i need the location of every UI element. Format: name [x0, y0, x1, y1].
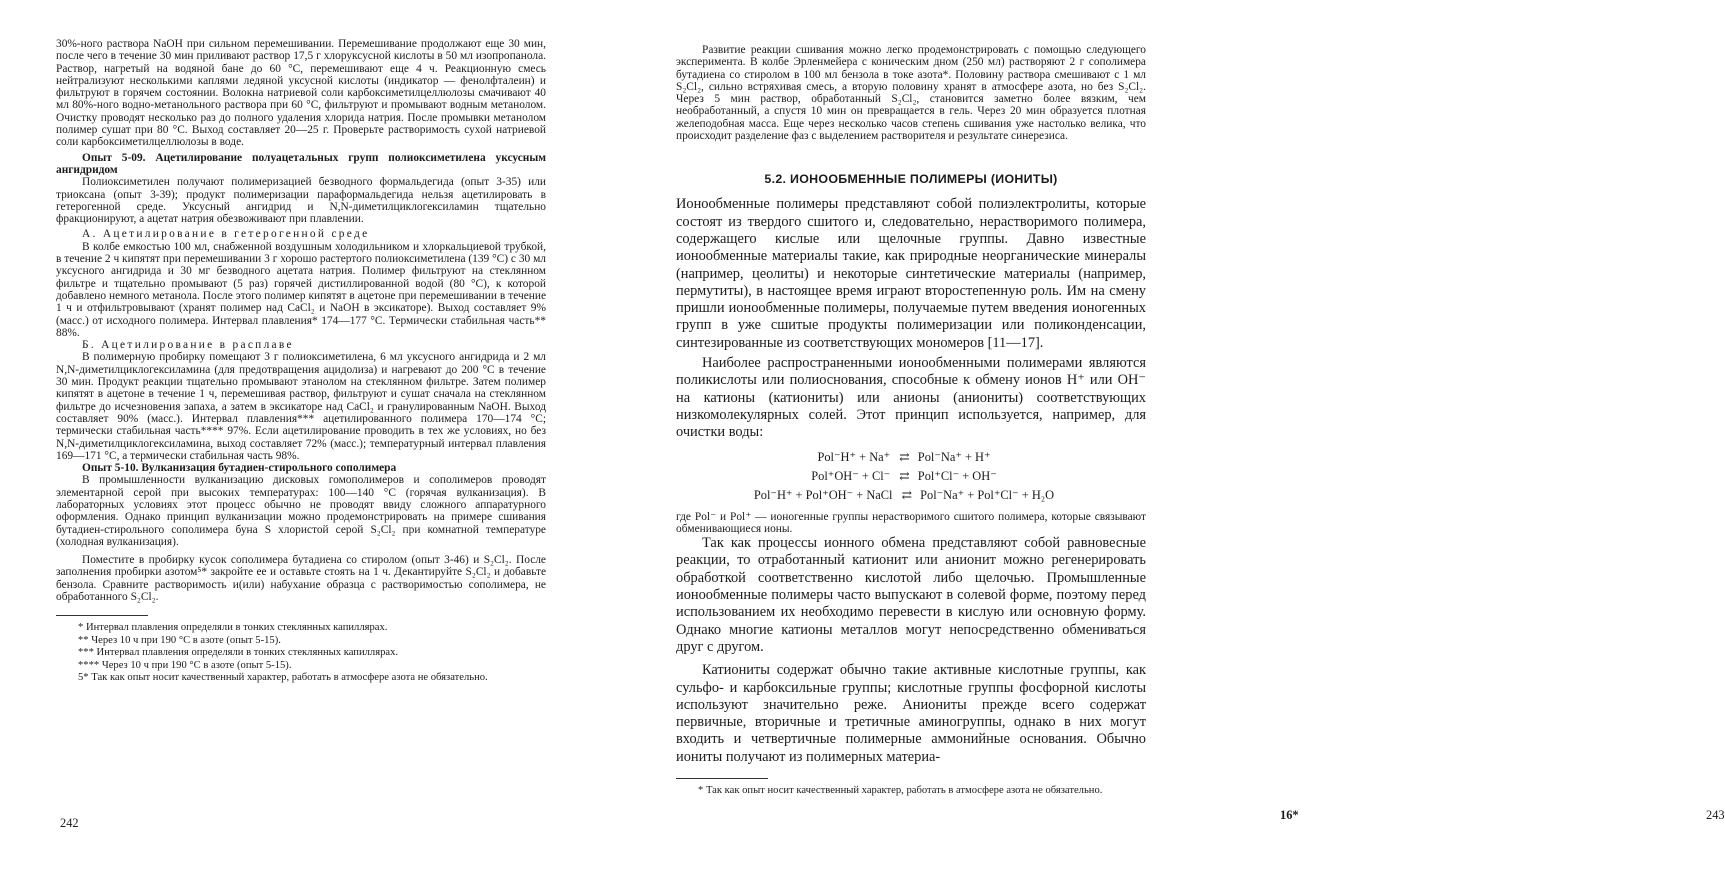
equation-left: Pol⁺OH⁻ + Cl⁻ [811, 468, 891, 483]
paragraph: Катиониты содержат обычно такие активные кислотные группы, как сульфо- и карбоксильные группы; кислотные группы фосфорной кислоты используют значительно реже. Аниониты прежде всего содержат первичные, вторичные и третичные аминогруппы, однако в них могут входить и четвертичные полимерные аммонийные основания. Обычно иониты получают из полимерных материа- [676, 662, 1146, 765]
footnote: ** Через 10 ч при 190 °С в азоте (опыт 5-15). [78, 634, 281, 646]
paragraph: В колбе емкостью 100 мл, снабженной воздушным холодильником и хлоркальциевой трубкой, в течение 2 ч кипятят при перемешивании 3 г хорошо растертого полиоксиметилена (139 °С) с 30 мл уксусного ангидрида и 30 мг безводного ацетата натрия. Полимер фильтруют на стеклянном фильтре и тщательно промывают (5 раз) горячей дистиллированной водой (80 °С), к которой добавлено немного метанола. После этого полимер кипятят в ацетоне при перемешивании в течение 1 ч и отфильтровывают (хранят полимер над CaCl₂ и NaOH в эксикаторе). Выход составляет 9% (масс.) от исходного полимера. Интервал плавления* 174—177 °С. Термически стабильная часть** 88%. [56, 240, 546, 339]
equation [714, 448, 1094, 467]
equation-right: Pol⁻Na⁺ + H⁺ [917, 449, 991, 464]
equations-block [714, 448, 1094, 505]
subsection-title: Б. Ацетилирование в расплаве [82, 339, 294, 352]
equation [714, 467, 1094, 486]
signature-mark: 16* [1280, 808, 1299, 822]
footnote: **** Через 10 ч при 190 °С в азоте (опыт 5-15). [78, 659, 292, 671]
page-number: 243 [1706, 808, 1725, 822]
section-heading: 5.2. ИОНООБМЕННЫЕ ПОЛИМЕРЫ (ИОНИТЫ) [764, 172, 1058, 187]
paragraph: Развитие реакции сшивания можно легко продемонстрировать с помощью следующего эксперимента. В колбе Эрленмейера с коническим дном (250 мл) растворяют 2 г сополимера бутадиена со стиролом в 100 мл бензола в токе азота*. Половину раствора смешивают с 1 мл S₂Cl₂, сильно встряхивая смесь, а вторую половину хранят в атмосфере азота, но без S₂Cl₂. Через 5 мин раствор, обработанный S₂Cl₂, становится заметно более вязким, чем необработанный, а спустя 10 мин он превращается в гель. Через 20 мин образуется плотная желеподобная масса. Еще через несколько часов степень сшивания уже настолько велика, что происходит разделение фаз с выделением растворителя и результате синерезиса. [676, 44, 1146, 143]
page-number: 242 [60, 816, 79, 830]
paragraph: где Pol⁻ и Pol⁺ — ионогенные группы нерастворимого сшитого полимера, которые связывают обменивающиеся ионы. [676, 510, 1146, 535]
equilibrium-arrow-icon: ⇄ [899, 468, 909, 483]
paragraph: В полимерную пробирку помещают 3 г полиоксиметилена, 6 мл уксусного ангидрида и 2 мл N,N-диметилциклогексиламина (для предотвращения ацидолиза) и нагревают до 200 °С в течение 30 мин. Продукт реакции тщательно промывают этанолом на стеклянном фильтре. Затем полимер кипятят в ацетоне в течение 1 ч, перемешивая раствор, фильтруют и сушат сначала на стеклянном фильтре до исчезновения запаха, а затем в эксикаторе над CaCl₂ и гранулированным NaOH. Выход составляет 90% (масс.). Интервал плавления*** ацетилированного полимера 170—174 °С; термически стабильная часть**** 97%. Если ацетилирование проводить в тех же условиях, но без N,N-диметилциклогексиламина, выход составляет 72% (масс.); температурный интервал плавления 169—171 °С, а термически стабильная часть 98%. [56, 351, 546, 462]
footnote-divider [56, 615, 148, 616]
experiment-title: Опыт 5-09. Ацетилирование полуацетальных групп полиоксиметилена уксусным ангидридом [56, 151, 546, 176]
paragraph: Поместите в пробирку кусок сополимера бутадиена со стиролом (опыт 3-46) и S₂Cl₂. После заполнения пробирки азотом⁵* закройте ее и оставьте стоять на 1 ч. Декантируйте S₂Cl₂ и добавьте бензола. Сравните растворимость и(или) набухание образца с растворимостью сополимера, не обработанного S₂Cl₂. [56, 554, 546, 604]
paragraph: 30%-ного раствора NaOH при сильном перемешивании. Перемешивание продолжают еще 30 мин, после чего в течение 30 мин приливают раствор 17,5 г хлоруксусной кислоты в 50 мл изопропанола. Раствор, нагретый на водяной бане до 60 °С, перемешивают еще 4 ч. Реакционную смесь нейтрализуют несколькими каплями ледяной уксусной кислоты (индикатор — фенолфталеин) и фильтруют в горячем состоянии. Волокна натриевой соли карбоксиметилцеллюлозы смачивают 40 мл 80%-ного водно-метанольного раствора при 60 °С, фильтруют и промывают водным метанолом. Очистку проводят несколько раз до полного удаления хлорида натрия. После промывки метанолом полимер сушат при 80 °С. Выход составляет 20—25 г. Проверьте растворимость сухой натриевой соли карбоксиметилцеллюлозы в воде. [56, 38, 546, 149]
left-page-body [56, 38, 546, 684]
paragraph: Наиболее распространенными ионообменными полимерами являются поликислоты или полиоснования, способные к обмену ионов H⁺ или OH⁻ на катионы (катиониты) или анионы (аниониты) соответствующих низкомолекулярных солей. Этот принцип используется, например, для очистки воды: [676, 355, 1146, 441]
subsection-title: А. Ацетилирование в гетерогенной среде [82, 228, 370, 241]
paragraph: В промышленности вулканизацию дисковых гомополимеров и сополимеров проводят элементарной серой при высоких температурах: 100—140 °С (горячая вулканизация). В лабораторных условиях этот процесс обычно не проводят ввиду сложного аппаратурного оформления. Однако принцип вулканизации можно продемонстрировать на примере сшивания бутадиен-стирольного сополимера буна S хлористой серой S₂Cl₂ при комнатной температуре (холодная вулканизация). [56, 474, 546, 548]
footnote: * Интервал плавления определяли в тонких стеклянных капиллярах. [78, 622, 388, 634]
footnote: 5* Так как опыт носит качественный характер, работать в атмосфере азота не обязательно. [78, 671, 488, 683]
equation [714, 486, 1094, 505]
footnote-divider [676, 778, 768, 779]
paragraph: Так как процессы ионного обмена представляют собой равновесные реакции, то отработанный катионит или анионит можно регенерировать обработкой соответственно кислотой либо щелочью. Промышленные ионообменные полимеры часто выпускают в солевой форме, поэтому перед использованием их необходимо перевести в кислую или основную форму. Однако многие катионы металлов могут непосредственно обмениваться друг с другом. [676, 535, 1146, 655]
equation-left: Pol⁻H⁺ + Pol⁺OH⁻ + NaCl [753, 487, 893, 502]
paragraph: Полиоксиметилен получают полимеризацией безводного формальдегида (опыт 3-35) или триоксана (опыт 3-39); продукт полимеризации параформальдегида нельзя ацетилировать в гетерогенной среде. Уксусный ангидрид и N,N-диметилциклогексиламин тщательно фракционируют, а ацетат натрия обезвоживают при плавлении. [56, 176, 546, 226]
equation-right: Pol⁺Cl⁻ + OH⁻ [917, 468, 997, 483]
equation-right: Pol⁻Na⁺ + Pol⁺Cl⁻ + H₂O [920, 487, 1055, 502]
equilibrium-arrow-icon: ⇄ [899, 449, 909, 464]
footnote: * Так как опыт носит качественный характер, работать в атмосфере азота не обязательно. [698, 784, 1103, 796]
equation-left: Pol⁻H⁺ + Na⁺ [817, 449, 891, 464]
left-page [0, 0, 600, 882]
paragraph: Ионообменные полимеры представляют собой полиэлектролиты, которые состоят из твердого сшитого и, следовательно, нерастворимого полимера, содержащего кислые или щелочные группы. Давно известные ионообменные материалы такие, как природные неорганические минералы (например, цеолиты) и некоторые синтетические материалы (например, пермутиты), в настоящее время играют второстепенную роль. Им на смену пришли ионообменные полимеры, получаемые путем введения ионогенных групп в уже сшитые продукты полимеризации или поликонденсации, синтезированные из соответствующих мономеров [11—17]. [676, 196, 1146, 351]
right-page-body [676, 44, 1146, 797]
equilibrium-arrow-icon: ⇄ [901, 487, 911, 502]
footnote: *** Интервал плавления определяли в тонких стеклянных капиллярах. [78, 647, 399, 659]
experiment-title: Опыт 5-10. Вулканизация бутадиен-стирольного сополимера [82, 462, 397, 475]
